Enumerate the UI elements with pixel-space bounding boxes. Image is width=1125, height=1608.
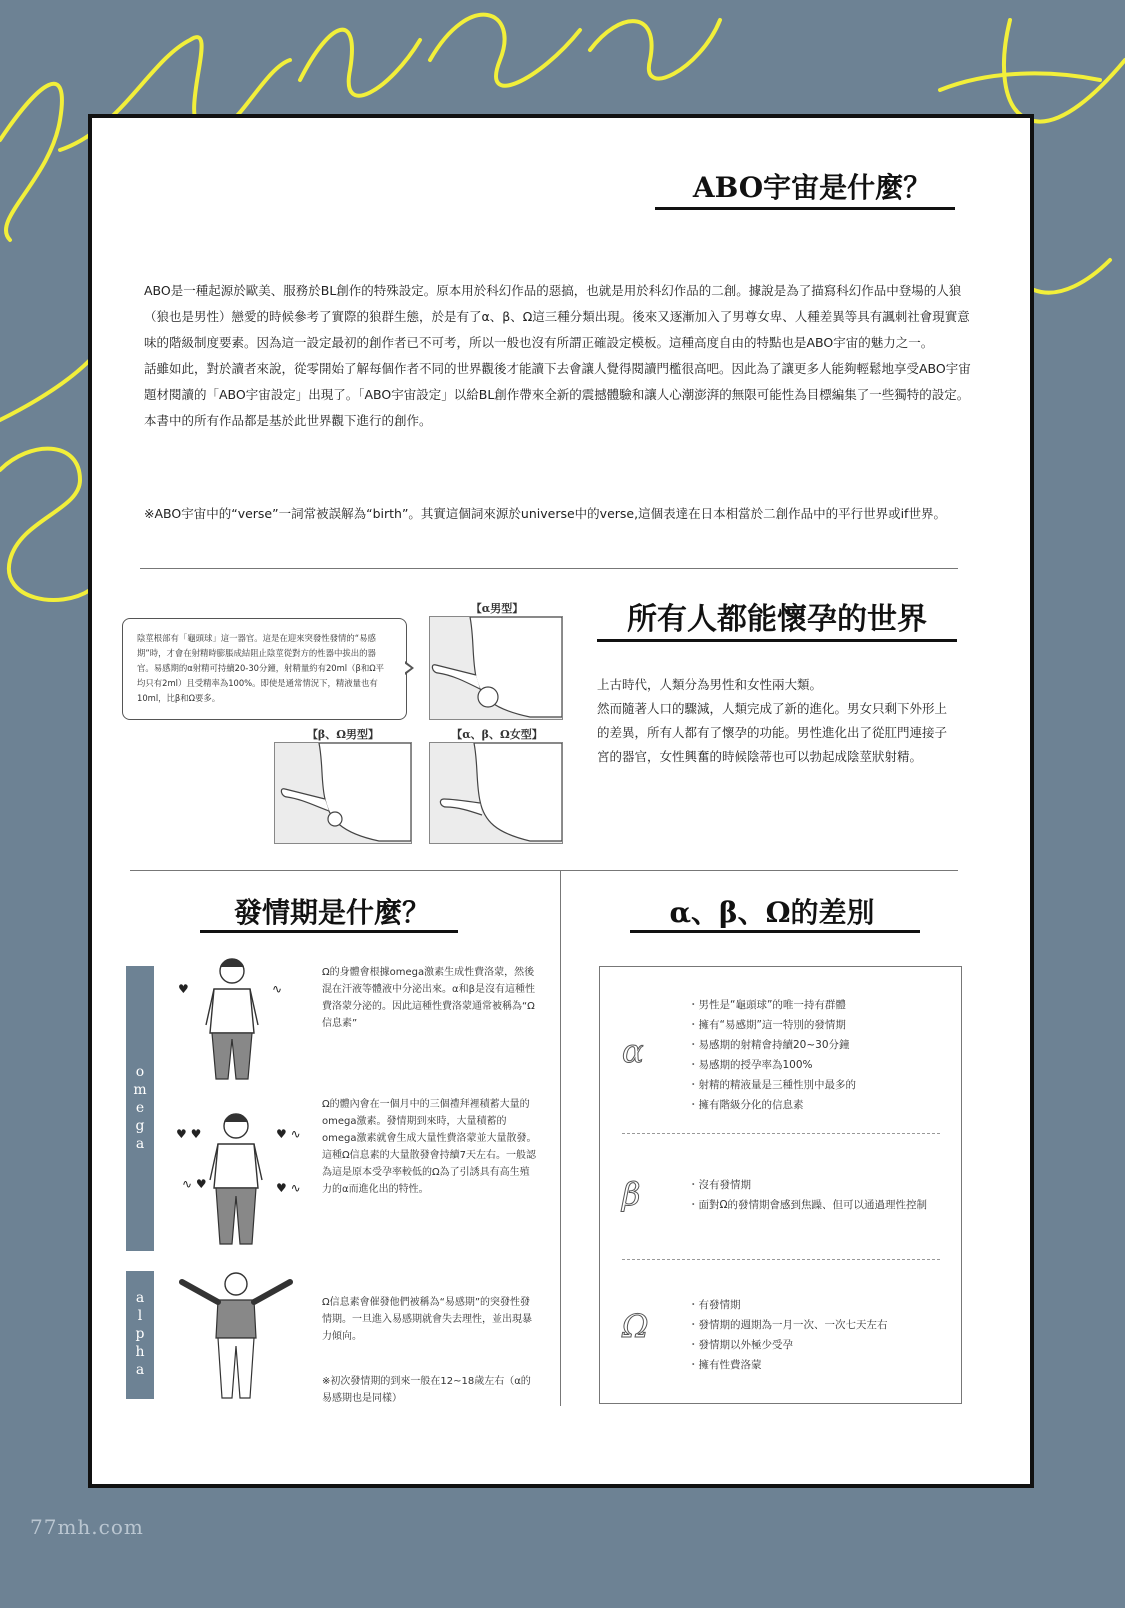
omega-trait: ・ 發情期的週期為一月一次、一次七天左右 — [688, 1315, 888, 1335]
omega-trait: ・ 發情期以外極少受孕 — [688, 1335, 888, 1355]
svg-text:♥ ♥: ♥ ♥ — [176, 1127, 202, 1141]
vertical-divider — [560, 870, 561, 1406]
alpha-band — [126, 1271, 154, 1399]
estrus-text-4: ※初次發情期的到來一般在12~18歲左右（α的易感期也是同樣） — [322, 1376, 531, 1404]
omega-trait: ・ 擁有性費洛蒙 — [688, 1355, 888, 1375]
diagram-female — [429, 742, 563, 844]
abo-title: ABO宇宙是什麼？ — [692, 171, 932, 204]
svg-text:∿ ♥: ∿ ♥ — [182, 1177, 207, 1191]
svg-text:♥: ♥ — [178, 982, 189, 996]
abo-intro — [144, 278, 974, 434]
watermark: 77mh.com — [30, 1515, 144, 1539]
alpha-band-label: alpha — [132, 1290, 148, 1380]
divider-1 — [140, 568, 958, 569]
diagram-label-female: 【α、β、Ω女型】 — [451, 728, 543, 741]
alpha-symbol: α — [622, 1032, 644, 1070]
pregnancy-title: 所有人都能懷孕的世界 — [627, 602, 927, 637]
beta-omega-male-illustration — [275, 743, 411, 843]
alpha-trait: ・ 男性是“龜頭球”的唯一持有群體 — [688, 995, 856, 1015]
alpha-traits — [688, 995, 856, 1115]
dashed-divider-1 — [622, 1133, 940, 1134]
diagram-label-beta-omega-male: 【β、Ω男型】 — [306, 728, 380, 741]
estrus-text-1: Ω的身體會根據omega激素生成性費洛蒙，然後混在汗液等體液中分泌出來。α和β是沒有這種性費洛蒙分泌的。因此這種性費洛蒙通常被稱為“Ω信息素” — [322, 967, 535, 1029]
abo-paragraph-2: 話雖如此，對於讀者來說，從零開始了解每個作者不同的世界觀後才能讀下去會讓人覺得閱讀門檻很高吧。因此為了讓更多人能夠輕鬆地享受ABO宇宙題材閱讀的「ABO宇宙設定」出現了。「ABO宇宙設定」以給BL創作帶來全新的震撼體驗和讓人心潮澎湃的無限可能性為目標編集了一些獨特的設定。本書中的所有作品都是基於此世界觀下進行的創作。 — [144, 361, 971, 428]
pregnancy-title-underline — [597, 639, 957, 642]
omega-symbol: Ω — [622, 1307, 649, 1345]
pregnancy-text — [597, 673, 957, 769]
difference-title-underline — [630, 930, 920, 933]
beta-traits — [688, 1175, 938, 1215]
difference-box — [599, 966, 962, 1404]
estrus-title: 發情期是什麼？ — [233, 896, 430, 929]
estrus-text-3: Ω信息素會催發他們被稱為“易感期”的突發性發情期。一旦進入易感期就會失去理性，並出現暴力傾向。 — [322, 1297, 532, 1342]
diagram-beta-omega-male — [274, 742, 412, 844]
diagram-label-alpha-male: 【α男型】 — [470, 602, 524, 615]
estrus-title-underline — [200, 930, 458, 933]
abo-paragraph-1: ABO是一種起源於歐美、服務於BL創作的特殊設定。原本用於科幻作品的惡搞，也就是用於科幻作品的二創。據說是為了描寫科幻作品中登場的人狼（狼也是男性）戀愛的時候參考了實際的狼群生態，於是有了α、β、Ω這三種分類出現。後來又逐漸加入了男尊女卑、人種差異等具有諷刺社會現實意味的階級制度要素。因為這一設定最初的創作者已不可考，所以一般也沒有所謂正確設定模板。這種高度自由的特點也是ABO宇宙的魅力之一。 — [144, 283, 970, 350]
bubble-text: 陰莖根部有「龜頭球」這一器官。這是在迎來突發性發情的“易感期”時，才會在射精時膨脹成結阻止陰莖從對方的性器中拔出的器官。易感期的α射精可持續20-30分鐘，射精量約有20ml（β和Ω平均只有2ml）且受精率為100%。即使是通常情況下，精液量也有10ml，比β和Ω要多。 — [137, 633, 384, 703]
divider-2 — [130, 870, 958, 871]
svg-text:♥ ∿: ♥ ∿ — [276, 1181, 301, 1195]
alpha-trait: ・ 射精的精液量是三種性別中最多的 — [688, 1075, 856, 1095]
pregnancy-paragraph-2: 然而隨著人口的驟減，人類完成了新的進化。男女只剩下外形上的差異，所有人都有了懷孕的功能。男性進化出了從肛門連接子宮的器官，女性興奮的時候陰蒂也可以勃起成陰莖狀射精。 — [597, 701, 948, 764]
alpha-trait: ・ 擁有“易感期”這一特別的發情期 — [688, 1015, 856, 1035]
pregnancy-paragraph-1: 上古時代，人類分為男性和女性兩大類。 — [597, 677, 823, 692]
omega-trait: ・ 有發情期 — [688, 1295, 888, 1315]
omega-person-figure-1 — [172, 953, 322, 1083]
abo-title-underline — [655, 207, 955, 210]
verse-note: ※ABO宇宙中的“verse”一詞常被誤解為“birth”。其實這個詞來源於universe中的verse,這個表達在日本相當於二創作品中的平行世界或if世界。 — [144, 506, 946, 521]
bubble-tail-inner — [404, 663, 411, 673]
omega-person-figure-2 — [172, 1108, 322, 1248]
diagram-alpha-male — [429, 616, 563, 720]
info-page — [88, 114, 1034, 1488]
svg-text:∿: ∿ — [272, 982, 283, 996]
omega-band — [126, 966, 154, 1251]
omega-traits — [688, 1295, 888, 1375]
alpha-person-figure — [172, 1268, 322, 1404]
knot-explanation-bubble — [122, 618, 407, 720]
omega-band-label: omega — [132, 1063, 148, 1154]
alpha-trait: ・ 擁有階級分化的信息素 — [688, 1095, 856, 1115]
alpha-trait: ・ 易感期的射精會持續20~30分鐘 — [688, 1035, 856, 1055]
beta-trait: ・ 面對Ω的發情期會感到焦躁、但可以通過理性控制 — [688, 1195, 938, 1215]
svg-text:♥ ∿: ♥ ∿ — [276, 1127, 301, 1141]
female-illustration — [430, 743, 562, 843]
dashed-divider-2 — [622, 1259, 940, 1260]
alpha-male-illustration — [430, 617, 562, 719]
beta-symbol: β — [622, 1175, 641, 1213]
alpha-trait: ・ 易感期的授孕率為100% — [688, 1055, 856, 1075]
beta-trait: ・ 沒有發情期 — [688, 1175, 938, 1195]
estrus-text-2: Ω的體內會在一個月中的三個禮拜裡積蓄大量的omega激素。發情期到來時，大量積蓄的omega激素就會生成大量性費洛蒙並大量散發。這種Ω信息素的大量散發會持續7天左右。一般認為這是原本受孕率較低的Ω為了引誘具有高生殖力的α而進化出的特性。 — [322, 1099, 537, 1195]
difference-title: α、β、Ω的差別 — [669, 896, 875, 929]
